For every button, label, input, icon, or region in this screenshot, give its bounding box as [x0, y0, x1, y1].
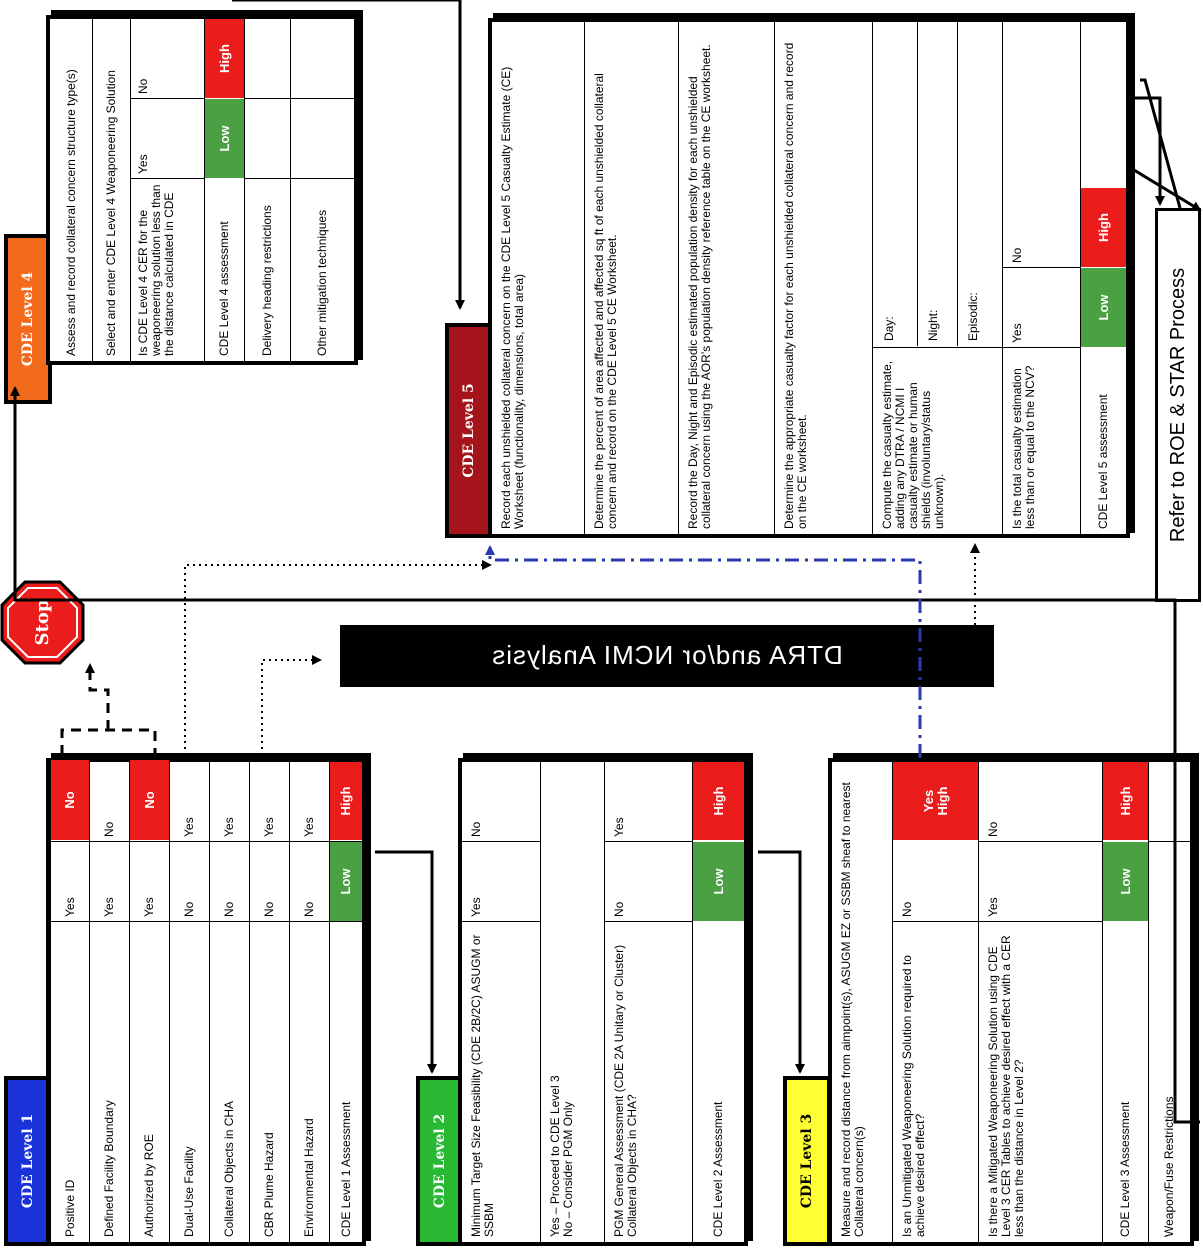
l4-row-delivery-heading: Delivery heading restrictions — [244, 19, 290, 361]
l3-row-unmitigated: Is an Unmitigated Weaponeering Solution required to achieve desired effect? No Yes High — [892, 762, 978, 1242]
refer-roe-star-box: Refer to ROE & STAR Process — [1155, 208, 1201, 602]
low-badge: Low — [1081, 268, 1126, 347]
l1-row-collateral-objects: Collateral Objects in CHA No Yes — [209, 762, 249, 1242]
cde-level-1-tab: CDE Level 1 — [4, 1076, 52, 1246]
low-badge: Low — [1103, 842, 1148, 921]
l4-row-other-mitigation: Other mitigation techniques — [290, 19, 354, 361]
l1-row-authorized-roe: Authorized by ROE Yes No — [129, 762, 169, 1242]
l1-row-positive-id: Positive ID Yes No — [50, 762, 89, 1242]
high-badge: High — [330, 762, 362, 840]
l5-row-percent-area: Determine the percent of area affected and affected sq ft of each unshielded collateral concern and record on the CDE Level 5 CE Worksheet. — [584, 22, 678, 534]
dtra-label: DTRA and/or NCMI Analysis — [491, 640, 843, 671]
high-badge: High — [1103, 762, 1148, 840]
low-badge: Low — [330, 842, 362, 921]
l3-row-measure: Measure and record distance from aimpoint(s), ASUGM EZ or SSBM sheaf to nearest Collateral concern(s) — [839, 782, 866, 1237]
l2-row-assessment: CDE Level 2 Assessment Low High — [692, 762, 744, 1242]
l2-row-min-target-size: Minimum Target Size Feasibility (CDE 2B/2C) ASUGM or SSBM Yes No — [462, 762, 540, 1242]
high-badge: High — [693, 762, 744, 840]
low-badge: Low — [693, 842, 744, 921]
l1-row-assessment: CDE Level 1 Assessment Low High — [329, 762, 362, 1242]
l3-row-mitigated: Is there a Mitigated Weaponeering Solution using CDE Level 3 CER Tables to achieve desired effect with a CER less than the distance in Level 2? Yes No — [978, 762, 1102, 1242]
l5-row-assessment: CDE Level 5 assessment Low High — [1080, 22, 1126, 534]
l1-row-facility-boundary: Defined Facility Boundary Yes No — [89, 762, 129, 1242]
l4-row-weaponeering-solution: Select and enter CDE Level 4 Weaponeering Solution — [92, 19, 130, 361]
l1-row-cbr-plume: CBR Plume Hazard No Yes — [249, 762, 289, 1242]
low-badge: Low — [205, 99, 244, 178]
l5-row-ncv: Is the total casualty estimation less than or equal to the NCV? Yes No — [1002, 22, 1080, 534]
no-badge: No — [130, 760, 169, 840]
no-badge: No — [51, 760, 89, 840]
night-label: Night: — [926, 309, 940, 341]
stop-label: Stop — [32, 599, 53, 646]
episodic-label: Episodic: — [966, 292, 980, 341]
l3-row-assessment: CDE Level 3 Assessment Low High — [1102, 762, 1148, 1242]
l5-row-record-concern: Record each unshielded collateral concern on the CDE Level 5 Casualty Estimate (CE) Worksheet (functionality, dimensions, total area) — [499, 66, 526, 529]
high-badge: High — [1081, 188, 1126, 267]
l5-row-casualty-estimate: Compute the casualty estimate, adding any DTRA / NCMI I casualty estimate or human shields (involuntary/status unknown). Day: Night: Episodic: — [872, 22, 1002, 534]
l4-row-cer-compare: Is CDE Level 4 CER for the weaponeering solution less than the distance calculated in CDE Yes No — [130, 19, 204, 361]
l2-row-proceed: Yes – Proceed to CDE Level 3 No – Consider PGM Only — [540, 762, 604, 1242]
day-label: Day: — [882, 316, 896, 341]
l5-row-casualty-factor: Determine the appropriate casualty factor for each unshielded collateral concern and record on the CE worksheet. — [774, 22, 872, 534]
l2-row-pgm-assessment: PGM General Assessment (CDE 2A Unitary or Cluster) Collateral Objects in CHA? No Yes — [604, 762, 692, 1242]
l4-row-assess-structure: Assess and record collateral concern structure type(s) — [63, 69, 78, 356]
cde-level-2-tab: CDE Level 2 — [416, 1076, 464, 1246]
l4-row-assessment: CDE Level 4 assessment Low High — [204, 19, 244, 361]
cde-level-5-tab: CDE Level 5 — [445, 323, 493, 538]
l3-row-weapon-fuse: Weapon/Fuse Restrictions — [1148, 762, 1190, 1242]
cde-level-4-tab: CDE Level 4 — [4, 234, 52, 404]
l1-row-environmental: Environmental Hazard No Yes — [289, 762, 329, 1242]
high-badge: High — [205, 19, 244, 98]
cde-level-3-tab: CDE Level 3 — [783, 1076, 831, 1246]
l1-row-dual-use: Dual-Use Facility No Yes — [169, 762, 209, 1242]
l5-row-population: Record the Day, Night and Episodic estimated population density for each unshielded collateral concern using the AOR’s population density reference table on the CE worksheet. — [678, 22, 774, 534]
yes-high-badge: Yes High — [893, 762, 978, 840]
